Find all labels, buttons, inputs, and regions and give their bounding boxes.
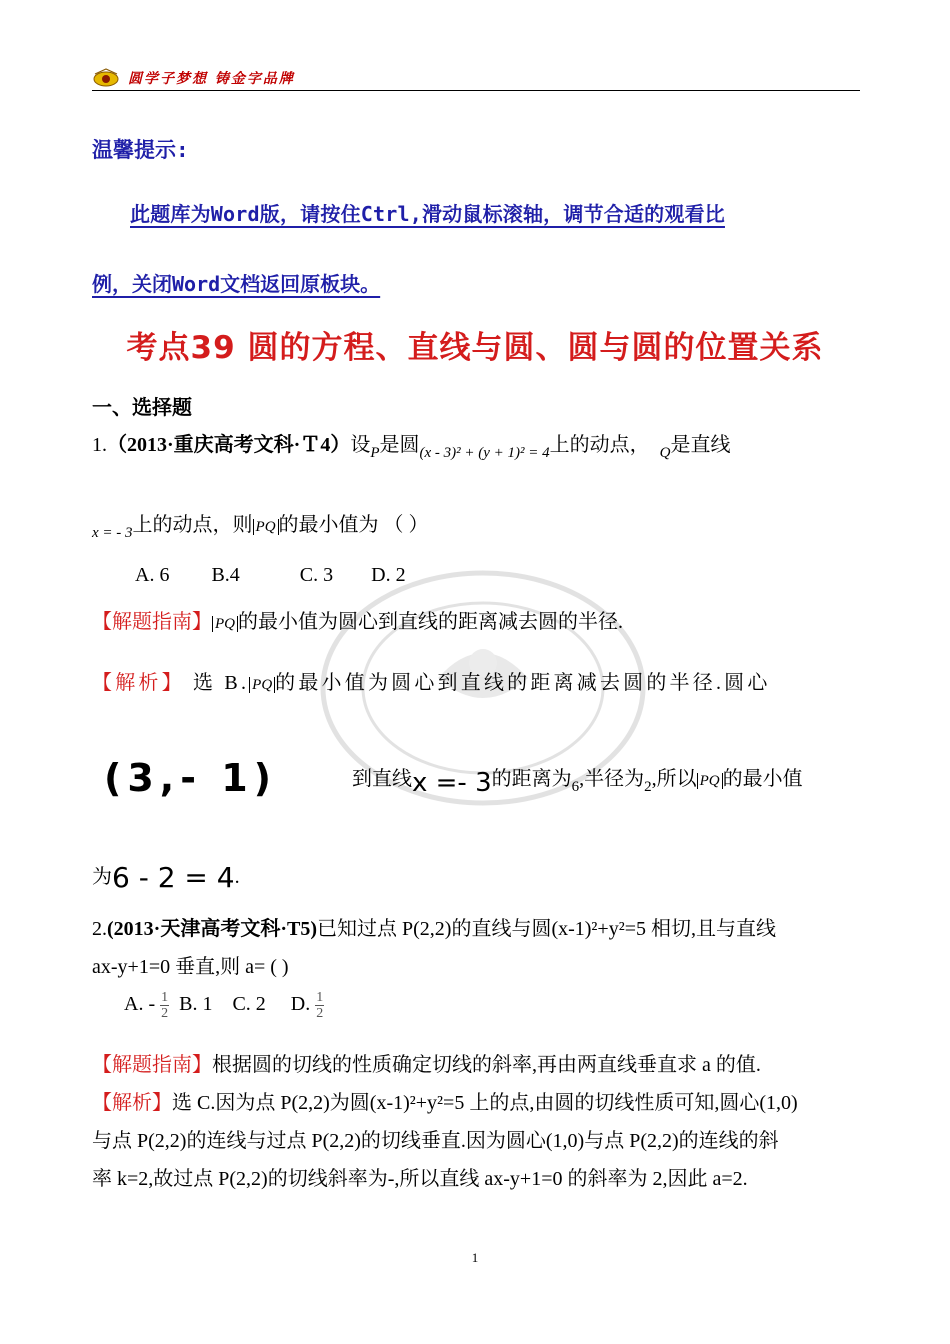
tip-link-line1[interactable]: 此题库为Word版，请按住Ctrl,滑动鼠标滚轴，调节合适的观看比 <box>130 202 725 226</box>
q2-text: 已知过点 P(2,2)的直线与圆(x-1)²+y²=5 相切,且与直线 <box>317 918 776 940</box>
q1-hint-label: 【解题指南】 <box>92 611 212 633</box>
q1-line-equation: x =- 3 <box>412 768 492 798</box>
q2-options <box>124 990 324 1021</box>
fraction-denominator: 2 <box>161 1006 169 1021</box>
q2-hint <box>92 1048 761 1077</box>
q2-solution-text: 选 C.因为点 P(2,2)为圆(x-1)²+y²=5 上的点,由圆的切线性质可知,圆心(1,0) <box>172 1092 798 1114</box>
q1-distance: 6 <box>571 779 580 795</box>
q2-solution-line3: 率 k=2,故过点 P(2,2)的切线斜率为-,所以直线 ax-y+1=0 的斜率为 2,因此 a=2. <box>92 1168 748 1190</box>
q1-solution-label: 【解析】 <box>92 672 185 694</box>
q1-circle-center: (3,- 1) <box>104 756 278 800</box>
q1-number: 1. <box>92 434 107 456</box>
page-title: 考点39 圆的方程、直线与圆、圆与圆的位置关系 <box>126 330 824 366</box>
q1-solution-text: ,半径为 <box>579 768 645 790</box>
q2-hint-text: 根据圆的切线的性质确定切线的斜率,再由两直线垂直求 a 的值. <box>212 1054 761 1076</box>
q1-option-d: D. 2 <box>371 564 406 586</box>
logo-icon <box>92 68 120 88</box>
q1-option-b: B.4 <box>211 564 240 586</box>
section-heading: 一、选择题 <box>92 395 192 419</box>
q1-abs-pq: PQ <box>253 519 279 535</box>
q1-line-equation: x = - 3 <box>92 525 133 541</box>
q1-abs-pq: PQ <box>697 773 723 789</box>
q1-text: 设 <box>350 434 371 456</box>
q1-solution-text: 为 <box>92 866 112 888</box>
q1-hint-text: 的最小值为圆心到直线的距离减去圆的半径. <box>238 611 623 633</box>
q1-solution-line1 <box>92 666 771 695</box>
q1-line2 <box>92 508 429 542</box>
q1-solution-text: 的最小值为圆心到直线的距离减去圆的半径.圆心 <box>275 672 771 694</box>
q2-solution-line1 <box>92 1086 798 1115</box>
q1-abs-pq: PQ <box>249 677 275 693</box>
q1-text: 是直线 <box>670 434 731 456</box>
tip-link-line2[interactable]: 例，关闭Word文档返回原板块。 <box>92 272 381 296</box>
q1-text: 上的动点， <box>549 434 650 456</box>
q1-circle-equation: (x - 3)² + (y + 1)² = 4 <box>419 445 550 461</box>
q1-source: （2013·重庆高考文科·Ｔ4） <box>107 434 351 456</box>
q2-number: 2. <box>92 918 107 940</box>
q1-option-a: A. 6 <box>135 564 170 586</box>
fraction-numerator: 1 <box>316 990 324 1005</box>
q1-option-c: C. 3 <box>299 564 334 586</box>
q1-solution-text: . <box>234 866 240 888</box>
header-slogan: 圆学子梦想 铸金字品牌 <box>128 71 295 87</box>
q2-fraction <box>315 990 324 1021</box>
q2-option-d: D. <box>290 993 311 1016</box>
q1-var-q: Q <box>659 445 671 461</box>
q1-radius: 2 <box>644 779 652 795</box>
q1-options <box>135 564 406 587</box>
fraction-denominator: 2 <box>316 1006 324 1021</box>
q1-solution-text: 选 B. <box>193 672 250 694</box>
q1-solution-line3 <box>92 860 240 894</box>
q2-line2: ax-y+1=0 垂直,则 a= ( ) <box>92 956 289 978</box>
q2-hint-label: 【解题指南】 <box>92 1054 212 1076</box>
q1-text: 的最小值为 （ ） <box>278 514 429 536</box>
q2-option-b: B. 1 <box>179 993 213 1016</box>
q1-text: 是圆 <box>379 434 420 456</box>
q1-hint <box>92 605 623 634</box>
q1-solution-text: ,所以 <box>651 768 697 790</box>
q2-option-a: A. - <box>124 993 156 1016</box>
q1-text: 上的动点，则 <box>132 514 253 536</box>
fraction-numerator: 1 <box>161 990 169 1005</box>
q2-solution-line2: 与点 P(2,2)的连线与过点 P(2,2)的切线垂直.因为圆心(1,0)与点 P(2,2)的连线的斜 <box>92 1130 779 1152</box>
q2-source: (2013·天津高考文科·T5) <box>107 918 317 940</box>
q1-var-p: P <box>370 445 380 461</box>
q2-option-c: C. 2 <box>232 993 266 1016</box>
q1-abs-pq: PQ <box>212 616 238 632</box>
q2-line1 <box>92 912 776 941</box>
q1-line1 <box>92 428 731 462</box>
q1-solution-line2 <box>104 756 277 800</box>
page-number: 1 <box>471 1250 479 1265</box>
q1-final-calculation: 6 - 2 = 4 <box>112 861 235 894</box>
q2-fraction <box>160 990 169 1021</box>
q2-solution-label: 【解析】 <box>92 1092 172 1114</box>
q1-solution-text: 的距离为 <box>491 768 572 790</box>
q1-solution-line2b <box>352 762 803 798</box>
q1-solution-text: 到直线 <box>352 768 412 790</box>
tip-title: 温馨提示: <box>92 138 189 162</box>
header-rule <box>92 90 860 91</box>
q1-solution-text: 的最小值 <box>722 768 803 790</box>
